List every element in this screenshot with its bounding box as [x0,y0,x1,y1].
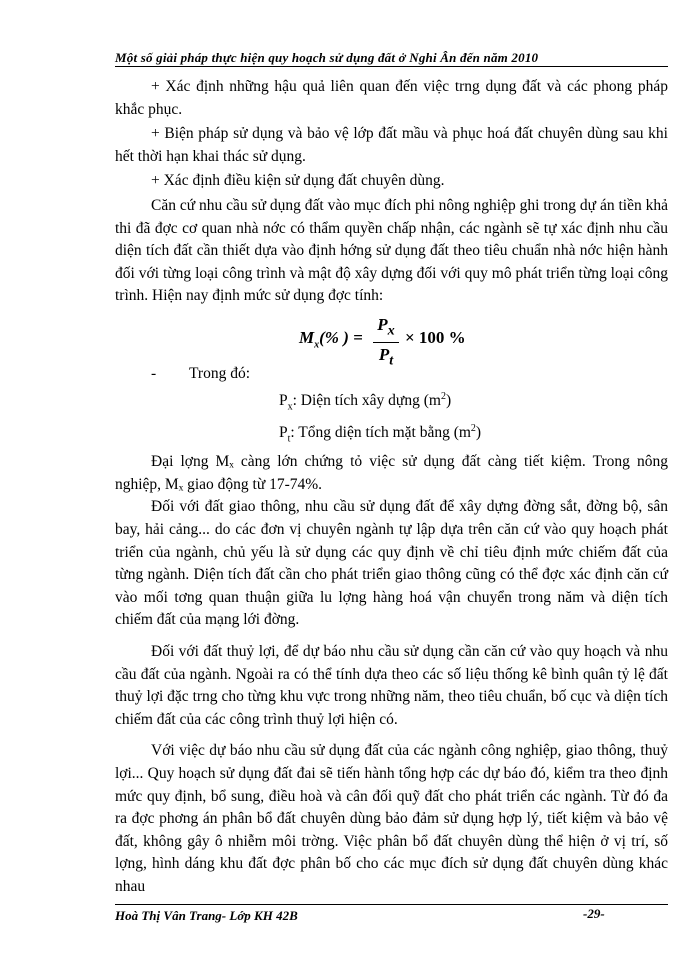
paragraph: Với việc dự báo nhu cầu sử dụng đất của các ngành công nghiệp, giao thông, thuỷ lợi... Quy hoạch sử dụng đất đai sẽ tiến hành tổng hợp các dự báo đó, kiểm tra theo định mức quy định, bổ sung, điều hoà và cân đối quỹ đất cho phát triển các ngành. Từ đó đa ra đợc phơng án phân bổ đất chuyên dùng bảo đảm sử dụng hợp lý, tiết kiệm và bảo vệ đất, không gây ô nhiễm môi trờng. Việc phân bổ đất chuyên dùng thể hiện ở vị trí, số lợng, hình dáng khu đất đợc phân bố cho các mục đích sử dụng đất chuyên dùng khác nhau [115,742,668,895]
header-rule [115,66,668,67]
definition-pt: $P_t$: Tổng diện tích mặt bằng $(m^2)$ [279,423,482,445]
page-number: -29- [583,906,605,921]
paragraph: Đối với đất giao thông, nhu cầu sử dụng đất để xây dựng đờng sắt, đờng bộ, sân bay, hải cảng... do các đơn vị chuyên ngành tự lập dựa trên căn cứ vào quy hoạch phát triển của ngành, chủ yếu là sử dụng các quy định về chỉ tiêu định mức chiếm đất của từng ngành. Diện tích đất cần cho phát triển giao thông cũng có thể đợc xác định căn cứ vào mối tơng quan thuận giữa lu lợng hàng hoá vận chuyển trong năm và diện tích chiếm đất của mạng lới đờng. [115,498,668,629]
page-header-title: Một số giải pháp thực hiện quy hoạch sử dụng đất ở Nghi Ân đến năm 2010 [115,50,539,65]
formula-numerator: $P_x$ [377,314,395,339]
paragraph: Căn cứ nhu cầu sử dụng đất vào mục đích phi nông nghiệp ghi trong dự án tiền khả thi đã đợc cơ quan nhà nớc có thẩm quyền chấp nhận, các ngành sẽ tự xác định nhu cầu diện tích đất cần thiết dựa vào định hớng sử dụng đất theo tiêu chuẩn nhà nớc hiện hành đối với từng loại công trình và mật độ xây dựng đối với quy mô phát triển từng loại công trình. Hiện nay định mức sử dụng đợc tính: [115,196,668,305]
footer-author: Hoà Thị Vân Trang- Lớp KH 42B [115,908,298,923]
paragraph: + Xác định điều kiện sử dụng đất chuyên dùng. [151,172,445,190]
fraction-bar [373,342,399,343]
footer-rule [115,904,668,905]
paragraph: Đối với đất thuỷ lợi, để dự báo nhu cầu sử dụng cần căn cứ vào quy hoạch và nhu cầu đất của ngành. Ngoài ra có thể tính dựa theo các số liệu thống kê bình quân tỷ lệ đất thuỷ lợi đặc trng cho từng khu vực trong những năm, theo tiêu chuẩn, bố cục và diện tích chiếm đất của các công trình thuỷ lợi hiện có. [115,642,668,728]
formula-lhs: $M_x(\%$ ) = [299,327,363,351]
document-body [115,76,668,899]
paragraph: + Biện pháp sử dụng và bảo vệ lớp đất mầu và phục hoá đất chuyên dùng sau khi hết thời hạn khai thác sử dụng. [115,125,668,165]
formula-mx [115,314,668,369]
formula-denominator: $P_t$ [378,345,394,369]
definition-px: $P_x$: Diện tích xây dựng $(m^2)$ [279,390,452,412]
paragraph: + Xác định những hậu quả liên quan đến việc trng dụng đất và các phong pháp khắc phục. [115,78,668,118]
where-label: - Trong đó: [151,364,251,382]
paragraph: Đại lợng Mₓ càng lớn chứng tỏ việc sử dụng đất càng tiết kiệm. Trong nông nghiệp, Mₓ giao động từ 17-74%. [115,453,668,493]
formula-rhs: × 100 % [405,327,466,347]
